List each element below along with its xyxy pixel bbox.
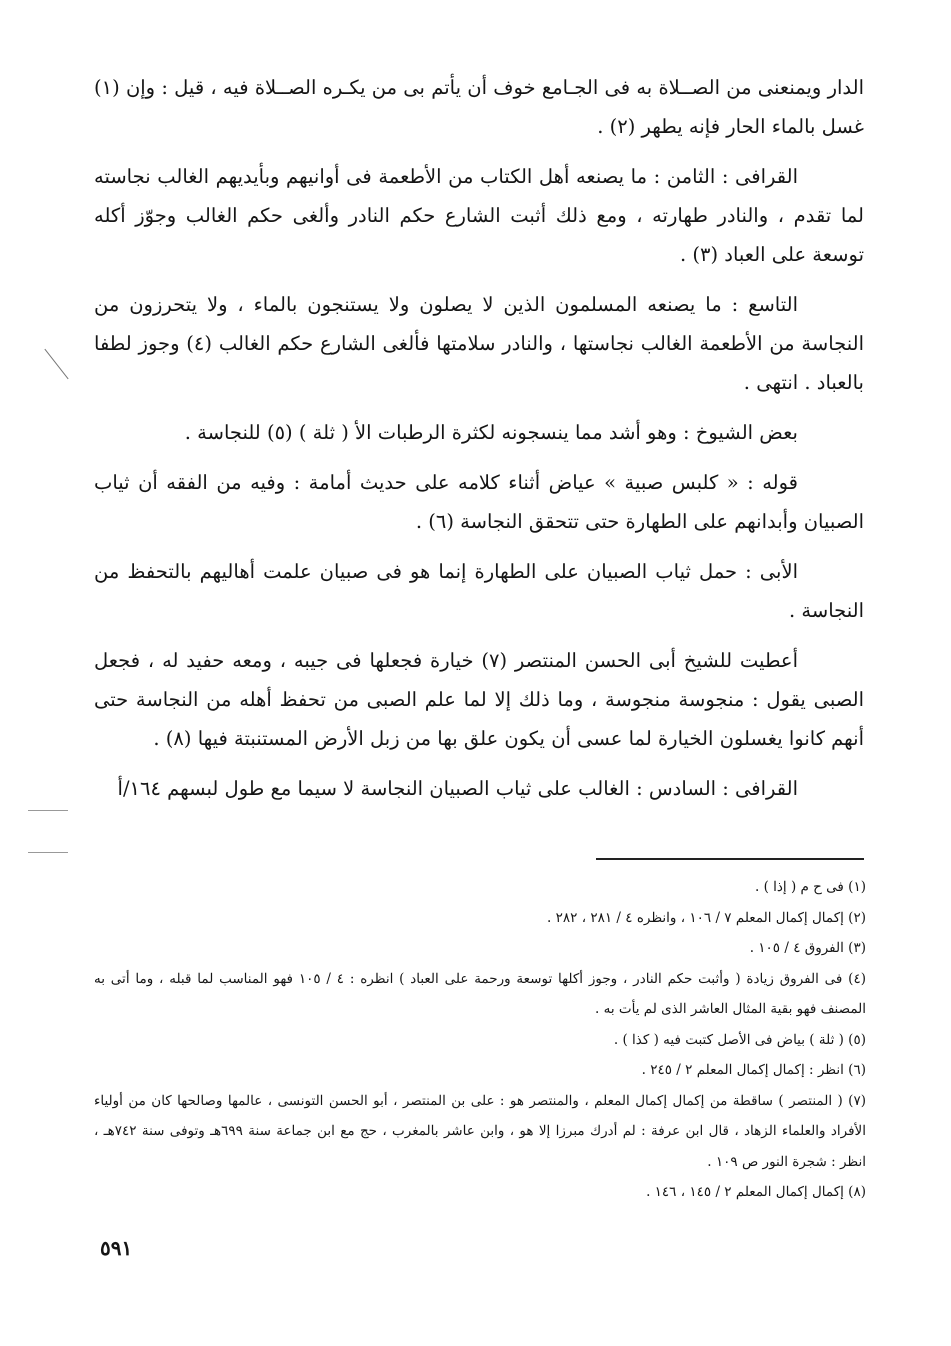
- paragraph: أعطيت للشيخ أبى الحسن المنتصر (٧) خيارة فجعلها فى جيبه ، ومعه حفيد له ، فجعل الصبى يقول : منجوسة منجوسة ، وما ذلك إلا لما علم الصبى من تحفظ أهله من النجاسة حتى أنهم كانوا يغسلون الخيارة لما عسى أن يكون علق بها من زبل الأرض المستنبتة فيها (٨) .: [94, 649, 864, 750]
- footnote: (٤) فى الفروق زيادة ( وأثبت حكم النادر ، وجوز أكلها توسعة ورحمة على العباد ) انظره : ٤ / ١٠٥ فهو المناسب لما قبله ، وما أتى به المصنف فهو بقية المثال العاشر الذى لم يأت به .: [94, 970, 866, 1017]
- paragraph: قوله : « كلبس صبية » عياض أثناء كلامه على حديث أمامة : وفيه من الفقه أن ثياب الصبيان وأبدانهم على الطهارة حتى تتحقق النجاسة (٦) .: [94, 471, 864, 533]
- footnote: (١) فى ح م ( إذا ) .: [755, 879, 866, 895]
- footnote: (٢) إكمال إكمال المعلم ٧ / ١٠٦ ، وانظره ٤ / ٢٨١ ، ٢٨٢ .: [547, 909, 866, 926]
- margin-mark: [28, 852, 68, 853]
- page-number: ٥٩١: [100, 1236, 133, 1260]
- margin-mark: [28, 810, 68, 811]
- main-text: [94, 68, 864, 819]
- footnote: (٧) ( المنتصر ) ساقطة من إكمال إكمال المعلم ، والمنتصر هو : على بن المنتصر ، أبو الحسن التونسى ، عالمها وصالحها كان من أولياء الأفراد والعلماء الزهاد ، قال ابن عرفة : لم أدرك مبرزا إلا هو ، وابن عاشر بالمغرب ، حج مع ابن جماعة سنة ٦٩٩هـ وتوفى سنة ٧٤٢هـ ، انظر : شجرة النور ص ١٠٩ .: [94, 1092, 866, 1170]
- paragraph: القرافى : السادس : الغالب على ثياب الصبيان النجاسة لا سيما مع طول لبسهم ١٦٤/أ: [117, 777, 798, 800]
- footnote: (٨) إكمال إكمال المعلم ٢ / ١٤٥ ، ١٤٦ .: [646, 1184, 866, 1200]
- footnote-separator: [596, 858, 864, 860]
- paragraph: الأبى : حمل ثياب الصبيان على الطهارة إنما هو فى صبيان علمت أهاليهم بالتحفظ من النجاسة .: [94, 560, 864, 622]
- footnotes: [94, 872, 866, 1208]
- footnote: (٥) ( ثلة ) بياض فى الأصل كتبت فيه ( كذا ) .: [613, 1031, 866, 1048]
- footnote: (٦) انظر : إكمال إكمال المعلم ٢ / ٢٤٥ .: [641, 1062, 866, 1078]
- margin-mark: [44, 349, 68, 380]
- paragraph: بعض الشيوخ : وهو أشد مما ينسجونه لكثرة الرطبات الأ ( ثلة ) (٥) للنجاسة .: [184, 421, 798, 444]
- paragraph: التاسع : ما يصنعه المسلمون الذين لا يصلون ولا يستنجون بالماء ، ولا يتحرزون من النجاسة من الأطعمة الغالب نجاستها ، والنادر سلامتها فألغى الشارع حكم الغالب (٤) وجوز لطفا بالعباد . انتهى .: [94, 293, 864, 394]
- paragraph: القرافى : الثامن : ما يصنعه أهل الكتاب من الأطعمة فى أوانيهم وبأيديهم الغالب نجاسته لما تقدم ، والنادر طهارته ، ومع ذلك أثبت الشارع حكم النادر وألغى حكم الغالب وجوّز أكله توسعة على العباد (٣) .: [94, 165, 864, 266]
- footnote: (٣) الفروق ٤ / ١٠٥ .: [749, 940, 866, 956]
- paragraph: الدار ويمنعنى من الصــلاة به فى الجـامع خوف أن يأتم بى من يكـره الصــلاة فيه ، قيل : وإن (١) غسل بالماء الحار فإنه يطهر (٢) .: [94, 76, 864, 138]
